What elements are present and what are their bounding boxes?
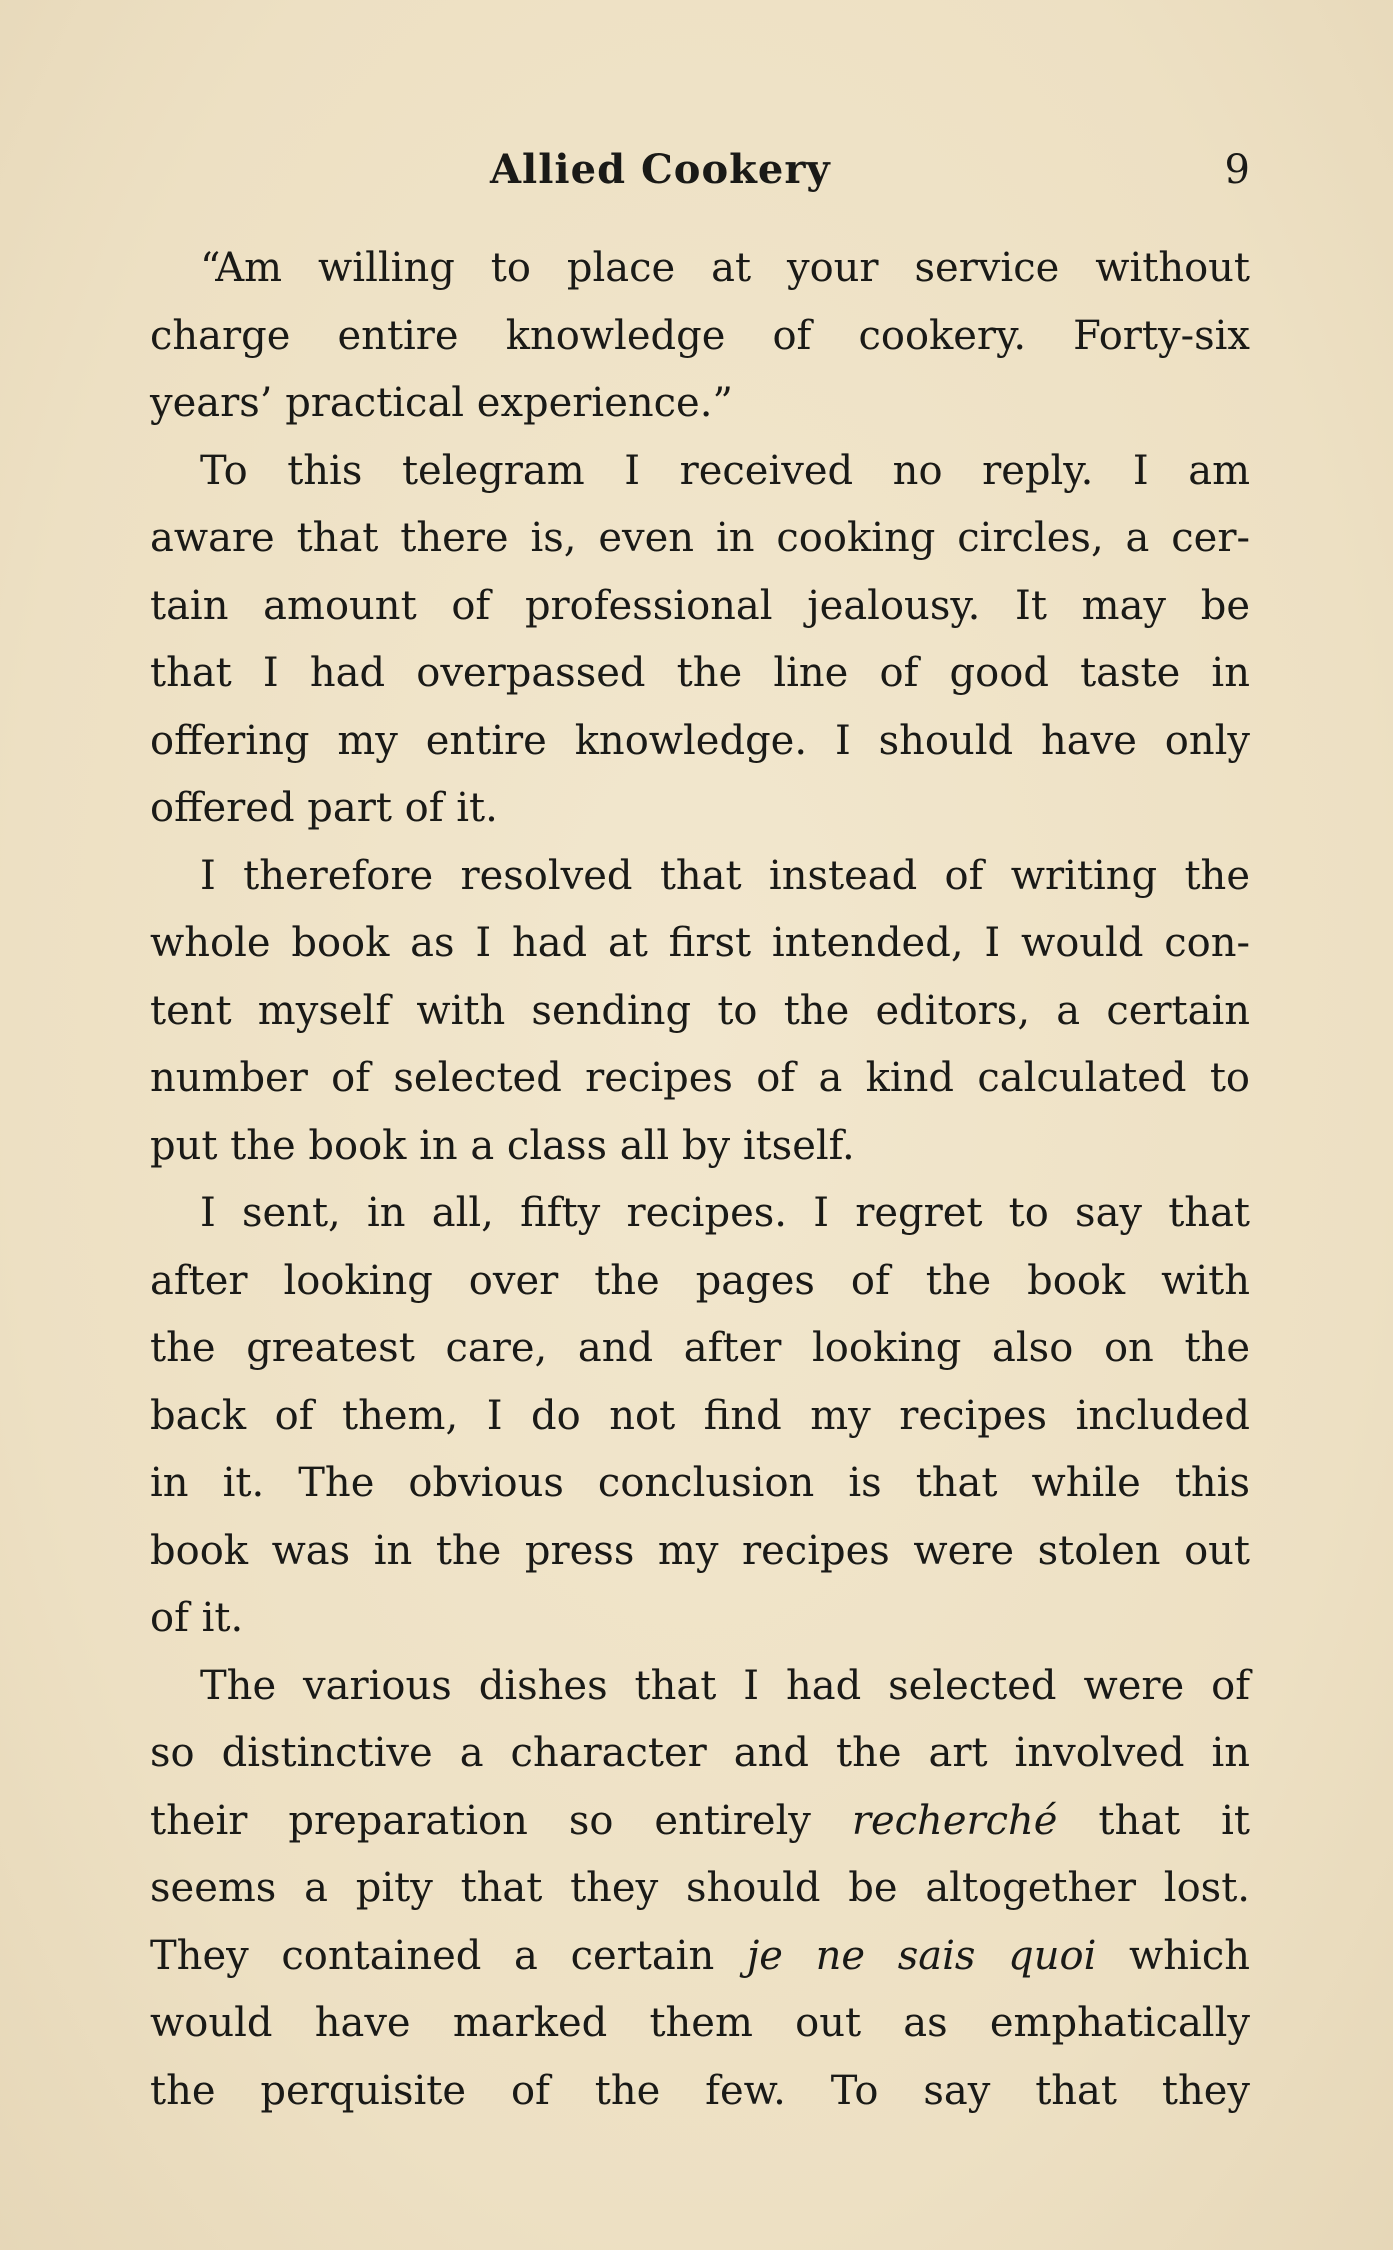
text-fragment: that it — [1098, 1797, 1250, 1844]
text-line: aware that there is, even in cooking circles, a cer- — [150, 515, 1250, 561]
text-line: put the book in a class all by itself. — [150, 1122, 855, 1169]
text-fragment: They contained a certain — [150, 1932, 715, 1979]
running-title: Allied Cookery — [490, 146, 831, 193]
running-head — [150, 140, 1250, 200]
text-line: back of them, I do not find my recipes included — [150, 1392, 1250, 1439]
italic-phrase: recherché — [851, 1797, 1058, 1844]
text-line: book was in the press my recipes were stolen out — [150, 1527, 1250, 1574]
text-fragment: which — [1129, 1932, 1250, 1979]
page-number: 9 — [1224, 147, 1250, 193]
text-line: offered part of it. — [150, 785, 498, 831]
text-line: number of selected recipes of a kind calculated to — [150, 1055, 1250, 1101]
text-line: The various dishes that I had selected were of — [200, 1662, 1250, 1709]
text-line: in it. The obvious conclusion is that while this — [150, 1460, 1250, 1506]
text-line: whole book as I had at first intended, I would con- — [150, 920, 1250, 966]
text-line: I therefore resolved that instead of writing the — [200, 852, 1250, 899]
text-line: To this telegram I received no reply. I am — [200, 447, 1250, 494]
text-line — [150, 1788, 1250, 1856]
text-line: I sent, in all, fifty recipes. I regret to say that — [200, 1190, 1250, 1236]
text-line: after looking over the pages of the book with — [150, 1257, 1250, 1304]
text-line: the perquisite of the few. To say that they — [150, 2067, 1250, 2114]
text-line: tent myself with sending to the editors, a certain — [150, 987, 1250, 1034]
text-line: tain amount of professional jealousy. It may be — [150, 582, 1250, 629]
text-line: seems a pity that they should be altogether lost. — [150, 1865, 1250, 1911]
text-line: offering my entire knowledge. I should have only — [150, 717, 1250, 764]
text-line: “Am willing to place at your service without — [200, 245, 1250, 291]
text-line: so distinctive a character and the art involved in — [150, 1730, 1250, 1776]
text-line — [150, 1923, 1250, 1991]
text-line: would have marked them out as emphatically — [150, 2000, 1250, 2046]
text-line: the greatest care, and after looking also on the — [150, 1325, 1250, 1371]
text-line: of it. — [150, 1595, 244, 1641]
text-line: charge entire knowledge of cookery. Forty-six — [150, 312, 1250, 359]
text-fragment: their preparation so entirely — [150, 1797, 811, 1844]
italic-phrase: je ne sais quoi — [746, 1932, 1097, 1979]
body-text — [150, 235, 1250, 2125]
text-line: that I had overpassed the line of good taste in — [150, 650, 1250, 696]
text-line: years’ practical experience.” — [150, 380, 733, 426]
